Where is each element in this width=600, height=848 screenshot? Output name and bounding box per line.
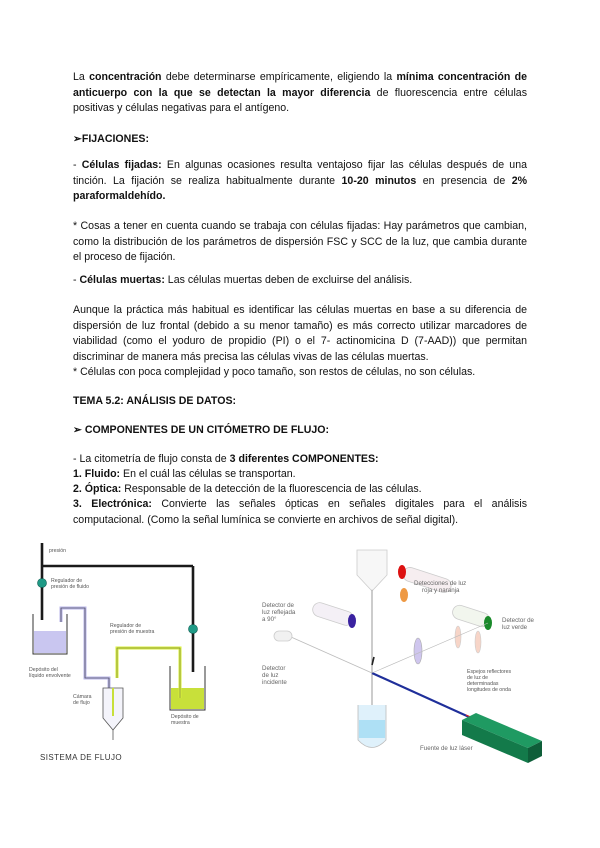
text: Las células muertas deben de excluirse del análisis.	[164, 274, 413, 286]
detector-incident-body	[274, 631, 292, 641]
fluid-pressure-valve	[38, 579, 47, 588]
text: En el cuál las células se transportan.	[120, 468, 296, 480]
bold-text: 3. Electrónica:	[73, 498, 152, 510]
text: La	[73, 71, 90, 83]
sample-line-outline	[117, 648, 180, 698]
label-fuente-laser: Fuente de luz láser	[420, 745, 473, 752]
light-path	[372, 623, 488, 673]
label-detector-incidente-1: Detector	[262, 665, 286, 672]
text: Convierte las señales ópticas en señales digitales para el análisis computacional. (Como la señal lumínica se convierte en archivos de señal digital).	[73, 498, 528, 526]
scattered-beam	[282, 633, 372, 673]
label-detecciones-1: Detecciones de luz	[414, 580, 467, 587]
heading-tema: TEMA 5.2: ANÁLISIS DE DATOS:	[73, 395, 237, 407]
label-presion: presión	[49, 548, 67, 554]
heading-componentes: ➢ COMPONENTES DE UN CITÓMETRO DE FLUJO:	[73, 424, 330, 436]
label-espejos-2: de luz de	[467, 675, 489, 681]
detector-orange-lens	[400, 588, 408, 602]
label-detecciones-2: roja y naranja	[422, 587, 460, 594]
bold-text: 10-20 minutos	[341, 174, 417, 187]
detector-90	[311, 601, 356, 628]
label-camara-2: de flujo	[73, 700, 90, 706]
label-detector-90-3: a 90°	[262, 616, 277, 623]
bold-text: 1. Fluido:	[73, 468, 121, 480]
label-reg-muestra-2: presión de muestra	[110, 629, 155, 635]
list-item-optica	[73, 482, 527, 498]
sample-pressure-valve	[189, 625, 198, 634]
heading-fijaciones: ➢FIJACIONES:	[73, 133, 149, 145]
label-reg-muestra-1: Regulador de	[110, 623, 142, 629]
label-camara-1: Cámara	[73, 694, 92, 700]
bold-text: mínima concentración de anticuerpo con la que se detectan la mayor diferencia	[73, 71, 527, 99]
sample-liquid	[171, 688, 204, 709]
label-detector-verde-2: luz verde	[502, 624, 528, 631]
text: - La citometría de flujo consta de	[73, 453, 230, 465]
text: -	[73, 274, 80, 286]
label-deposito-muestra-2: muestra	[171, 720, 190, 726]
paragraph-cosas-a-tener: * Cosas a tener en cuenta cuando se trabaja con células fijadas: Hay parámetros que cambian, como la distribución de los parámetros de dispersión FSC y SCC de la luz, que cambia durante el proceso de fijación.	[73, 220, 527, 264]
list-item-fluido	[73, 467, 527, 483]
label-detector-90-1: Detector de	[262, 602, 294, 609]
bold-text: Células fijadas:	[81, 159, 162, 171]
flow-nozzle	[357, 550, 387, 590]
label-detector-90-2: luz reflejada	[262, 609, 296, 616]
text: en presencia de	[416, 174, 512, 187]
text: de fluorescencia entre células positivas y células negativas para el antígeno.	[73, 86, 527, 115]
lens	[414, 638, 422, 664]
label-reg-fluido-1: Regulador de	[51, 578, 83, 584]
label-deposito-liquido-2: líquido envolvente	[29, 673, 71, 679]
mirror-2	[475, 631, 481, 653]
paragraph-celulas-muertas	[73, 273, 527, 289]
paragraph-restos-celulas: * Células con poca complejidad y poco tamaño, son restos de células, no son células.	[73, 366, 476, 378]
paragraph-celulas-fijadas	[73, 158, 527, 205]
label-reg-fluido-2: presión de fluido	[51, 584, 90, 590]
text: debe determinarse empíricamente, eligiendo la	[161, 71, 397, 83]
detector-green	[451, 603, 492, 630]
label-detector-verde-1: Detector de	[502, 617, 534, 624]
collected-liquid	[359, 720, 385, 738]
list-item-electronica	[73, 497, 527, 528]
label-deposito-muestra-1: Depósito de	[171, 714, 199, 720]
text: -	[73, 159, 82, 171]
label-detector-incidente-3: incidente	[262, 679, 287, 686]
paragraph-aunque: Aunque la práctica más habitual es identificar las células muertas en base a su diferencia de dispersión de luz frontal (debido a su menor tamaño) es más correcto utilizar marcadores de viabilidad (como el yoduro de propidio (PI) o el 7- actinomicina D (7-AAD)) que permitan discriminar de manera más precisa las células vivas de las células muertas.	[73, 304, 527, 363]
bold-text: concentración	[89, 71, 162, 83]
label-espejos-1: Espejos reflectores	[467, 669, 512, 675]
label-espejos-4: longitudes de onda	[467, 687, 511, 693]
label-detector-incidente-2: de luz	[262, 672, 279, 679]
optical-system-diagram	[252, 545, 542, 765]
detector-red-lens	[398, 565, 406, 579]
paragraph-componentes-intro	[73, 452, 527, 468]
figure-caption-sistema-flujo: SISTEMA DE FLUJO	[40, 753, 122, 762]
detector-90-lens	[348, 614, 356, 628]
label-espejos-3: determinadas	[467, 681, 499, 687]
bold-text: Células muertas:	[79, 274, 165, 286]
label-deposito-liquido-1: Depósito del	[29, 667, 58, 673]
paragraph-concentracion	[73, 70, 527, 117]
bold-text: 3 diferentes COMPONENTES:	[229, 453, 379, 465]
text: Responsable de la detección de la fluorescencia de las células.	[121, 483, 422, 495]
detector-incident	[274, 631, 292, 641]
flow-system-diagram	[25, 538, 225, 768]
bold-text: 2% paraformaldehído.	[73, 174, 528, 203]
text: En algunas ocasiones resulta ventajoso fijar las células después de una tinción. La fijación se realiza habitualmente durante	[73, 159, 527, 187]
sample-line	[117, 648, 180, 698]
sheath-liquid	[34, 631, 66, 653]
bold-text: 2. Óptica:	[73, 483, 122, 495]
